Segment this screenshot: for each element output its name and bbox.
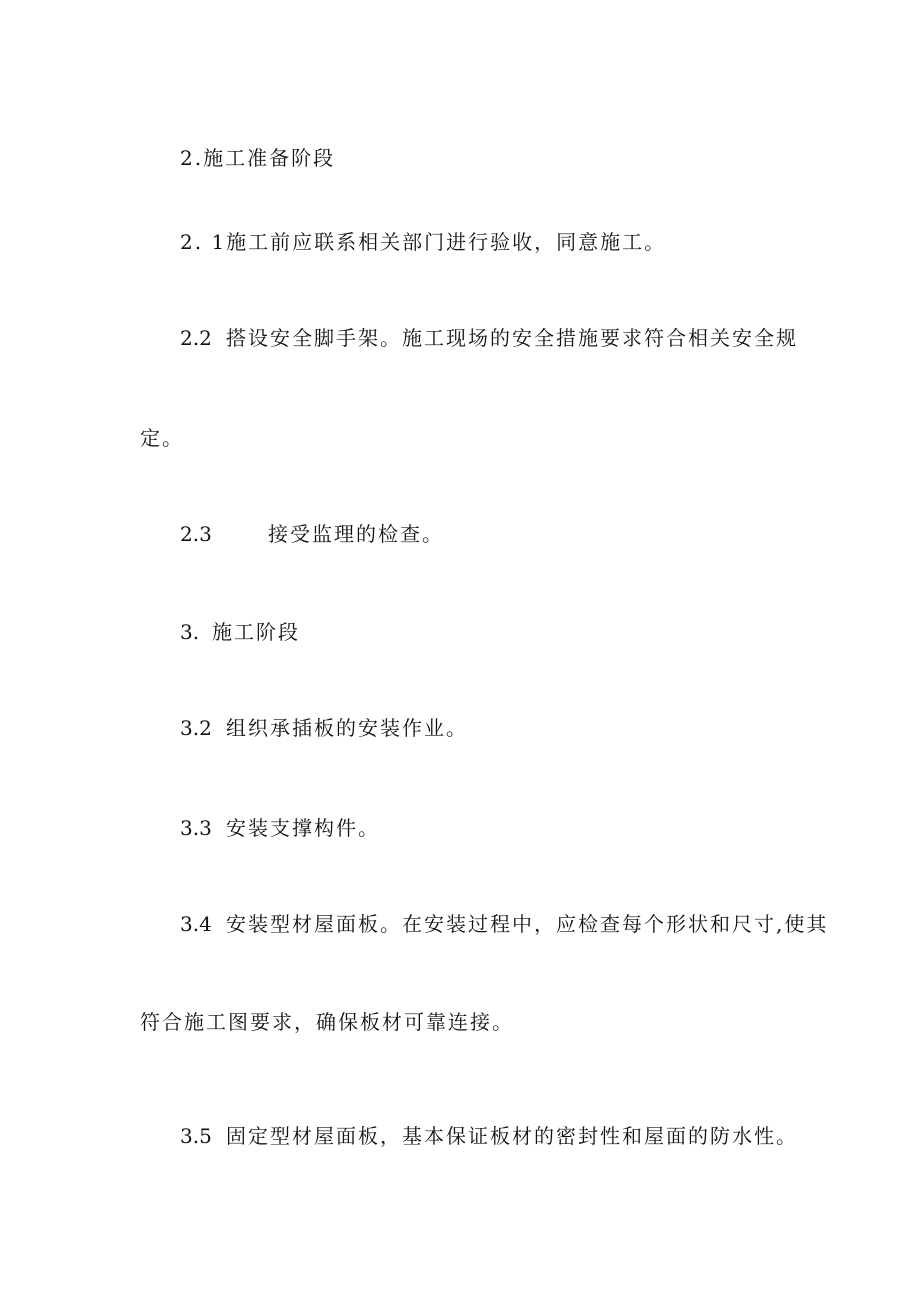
line-text: 安装支撑构件。: [226, 816, 380, 840]
paragraph-line: [180, 816, 380, 840]
item-number: 3.: [180, 620, 200, 644]
paragraph-line: [180, 522, 444, 546]
line-text: 2. 1施工前应联系相关部门进行验收，同意施工。: [180, 230, 667, 254]
paragraph-continuation: [140, 426, 184, 450]
line-text: 2.施工准备阶段: [180, 146, 336, 170]
line-text: 搭设安全脚手架。施工现场的安全措施要求符合相关安全规: [226, 326, 798, 350]
item-number: 2.2: [180, 326, 212, 350]
section-heading: [180, 146, 335, 170]
line-text: 接受监理的检查。: [268, 522, 444, 546]
line-text: 固定型材屋面板，基本保证板材的密封性和屋面的防水性。: [226, 1124, 798, 1148]
item-number: 3.4: [180, 912, 212, 936]
section-heading: [180, 620, 300, 644]
item-number: 2.3: [180, 522, 212, 546]
item-number: 3.2: [180, 716, 212, 740]
paragraph-line: [180, 912, 828, 936]
paragraph-continuation: [140, 1010, 514, 1034]
line-text: 施工阶段: [212, 620, 300, 644]
line-text: 定。: [140, 426, 184, 450]
paragraph-line: [180, 326, 798, 350]
item-number: 3.5: [180, 1124, 212, 1148]
line-text: 安装型材屋面板。在安装过程中，应检查每个形状和尺寸,使其: [226, 912, 829, 936]
line-text: 组织承插板的安装作业。: [226, 716, 468, 740]
item-number: 3.3: [180, 816, 212, 840]
paragraph-line: [180, 230, 666, 254]
line-text: 符合施工图要求，确保板材可靠连接。: [140, 1010, 514, 1034]
paragraph-line: [180, 1124, 798, 1148]
paragraph-line: [180, 716, 468, 740]
